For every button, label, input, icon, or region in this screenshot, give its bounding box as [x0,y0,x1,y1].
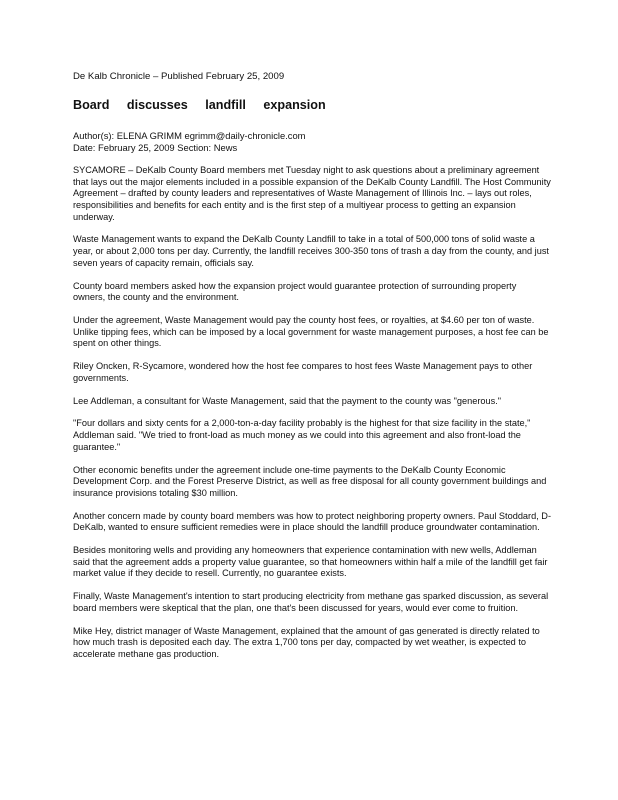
publication-source-line: De Kalb Chronicle – Published February 25, 2009 [73,71,285,82]
article-paragraph: Other economic benefits under the agreement include one-time payments to the DeKalb County Economic Development Corp. and the Forest Preserve District, as well as free disposal for all county government buildings and insurance provisions totaling $30 million. [73,464,547,498]
article-paragraph: Mike Hey, district manager of Waste Management, explained that the amount of gas generated is directly related to how much trash is deposited each day. The extra 1,700 tons per day, compacted by wet weather, is expected to accelerate methane gas production. [73,625,540,659]
article-meta [73,130,551,153]
article-paragraph: Riley Oncken, R-Sycamore, wondered how the host fee compares to host fees Waste Management pays to other governments. [73,361,533,383]
article-page [73,70,551,672]
article-paragraph: Another concern made by county board members was how to protect neighboring property owners. Paul Stoddard, D-DeKalb, wanted to ensure sufficient remedies were in place should the landfill produce groundwater contamination. [73,510,552,533]
article-paragraph: SYCAMORE – DeKalb County Board members met Tuesday night to ask questions about a preliminary agreement that lays out the major elements included in a possible expansion of the DeKalb County Landfill. The Host Community Agreement – drafted by county leaders and representatives of Waste Management of Illinois Inc. – lays out roles, responsibilities and benefits for each entity and is the first step of a multiyear process to getting an expansion underway. [73,165,551,222]
date-line: Date: February 25, 2009 Section: News [73,141,238,153]
article-paragraph: County board members asked how the expansion project would guarantee protection of surrounding property owners, the county and the environment. [73,280,517,303]
article-paragraph: Waste Management wants to expand the DeKalb County Landfill to take in a total of 500,000 tons of solid waste a year, or about 2,000 tons per day. Currently, the landfill receives 300-350 tons of trash a day from the county, and just seven years of capacity remain, officials say. [73,234,549,268]
article-paragraph: Lee Addleman, a consultant for Waste Management, said that the payment to the county was "generous." [73,395,502,406]
author-line: Author(s): ELENA GRIMM egrimm@daily-chronicle.com [73,130,306,141]
article-paragraph: Besides monitoring wells and providing any homeowners that experience contamination with new wells, Addleman said that the agreement adds a property value guarantee, so that homeowners within half a mile of the landfill get fair market value if they decide to resell. Currently, no guarantee exists. [73,545,548,579]
article-paragraph: Finally, Waste Management's intention to start producing electricity from methane gas sparked discussion, as several board members were skeptical that the plan, one that's been discussed for years, would ever come to fruition. [73,591,549,613]
article-paragraph: "Four dollars and sixty cents for a 2,000-ton-a-day facility probably is the highest for that size facility in the state," Addleman said. "We tried to front-load as much money as we could into this agreement and also front-load the guarantee." [73,418,531,452]
article-headline: Board discusses landfill expansion [73,98,326,112]
article-paragraph: Under the agreement, Waste Management would pay the county host fees, or royalties, at $4.60 per ton of waste. Unlike tipping fees, which can be imposed by a local government for waste management purposes, a host fee can be spent on other things. [73,315,549,349]
article-body [73,165,551,660]
